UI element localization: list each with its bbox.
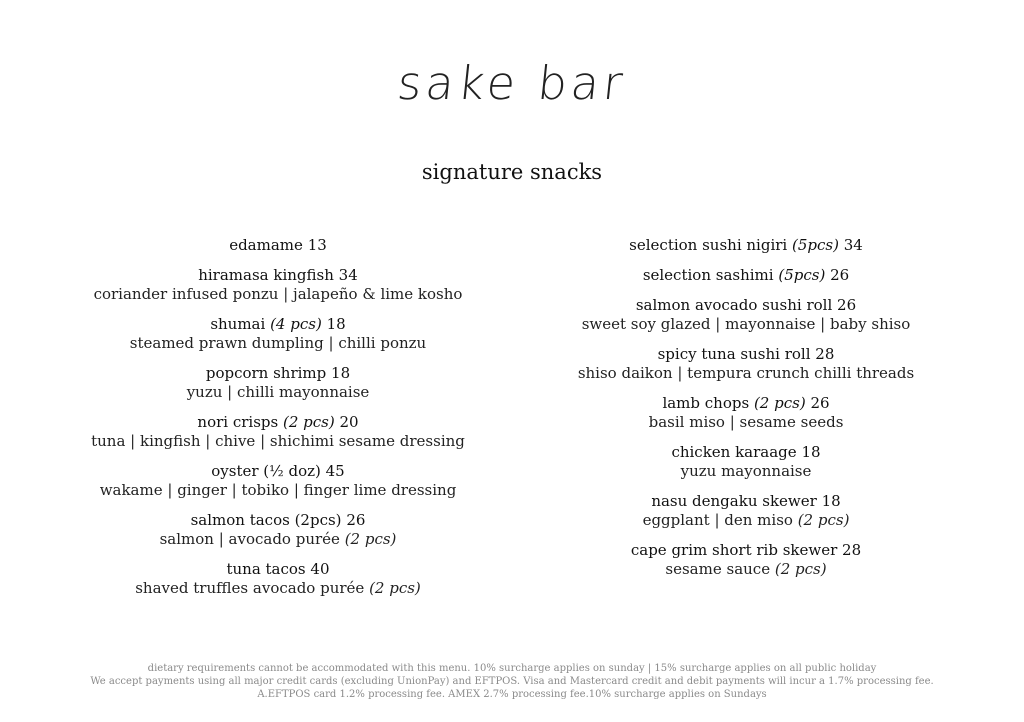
- menu-item-portion: (5pcs): [778, 266, 826, 284]
- menu-item-name-line: [43, 413, 513, 432]
- menu-item-description-line: [43, 432, 513, 451]
- menu-item-description: eggplant | den miso: [642, 511, 793, 529]
- footer-line-2: We accept payments using all major credit cards (excluding UnionPay) and EFTPOS. Visa and Mastercard credit and debit payments will incur a 1.7% processing fee.: [90, 676, 934, 687]
- menu-item: [511, 394, 981, 432]
- menu-item-name-line: [43, 364, 513, 383]
- menu-item-name: chicken karaage: [671, 443, 797, 461]
- menu-item-name-line: [511, 541, 981, 560]
- menu-item: [511, 541, 981, 579]
- menu-item-description: shaved truffles avocado purée: [135, 579, 365, 597]
- menu-item-price: 18: [821, 492, 841, 510]
- menu-item-name-line: [511, 443, 981, 462]
- menu-item-description-line: [43, 334, 513, 353]
- menu-item-name: hiramasa kingfish: [198, 266, 334, 284]
- menu-item-portion: (2 pcs): [774, 560, 827, 578]
- menu-item-description-line: [43, 481, 513, 500]
- menu-item-description-line: [43, 383, 513, 402]
- menu-item: [43, 236, 513, 255]
- menu-item-name: salmon tacos (2pcs): [190, 511, 342, 529]
- left-menu-column: [43, 236, 513, 609]
- menu-item-name-line: [43, 236, 513, 255]
- menu-item-description: coriander infused ponzu | jalapeño & lime kosho: [93, 285, 463, 303]
- menu-item-name: lamb chops: [662, 394, 750, 412]
- menu-item-price: 18: [331, 364, 351, 382]
- menu-item-description-line: [511, 315, 981, 334]
- menu-item: [511, 266, 981, 285]
- menu-item-name: spicy tuna sushi roll: [657, 345, 811, 363]
- menu-item-name: edamame: [229, 236, 303, 254]
- menu-item: [43, 511, 513, 549]
- menu-item-name-line: [511, 296, 981, 315]
- menu-item: [511, 345, 981, 383]
- menu-item-name-line: [43, 511, 513, 530]
- menu-item-name: selection sashimi: [642, 266, 774, 284]
- menu-item: [43, 560, 513, 598]
- menu-item: [43, 266, 513, 304]
- menu-item-description: yuzu | chilli mayonnaise: [186, 383, 370, 401]
- menu-item-name-line: [511, 266, 981, 285]
- menu-item-name-line: [511, 345, 981, 364]
- menu-item-description-line: [43, 579, 513, 598]
- menu-item-description: sesame sauce: [665, 560, 771, 578]
- menu-item-description: basil miso | sesame seeds: [648, 413, 844, 431]
- menu-item-name-line: [511, 492, 981, 511]
- menu-item: [511, 492, 981, 530]
- menu-item-name: salmon avocado sushi roll: [635, 296, 833, 314]
- menu-item-description-line: [511, 511, 981, 530]
- menu-item-description-line: [43, 530, 513, 549]
- footer-line-3: A.EFTPOS card 1.2% processing fee. AMEX 2.7% processing fee.10% surcharge applies on Sundays: [257, 689, 767, 700]
- menu-item-name-line: [43, 266, 513, 285]
- menu-item-name: cape grim short rib skewer: [630, 541, 838, 559]
- menu-item-price: 18: [326, 315, 346, 333]
- logo: sake bar: [394, 56, 630, 110]
- menu-item-description-line: [511, 462, 981, 481]
- menu-item: [43, 462, 513, 500]
- menu-item-portion: (2 pcs): [282, 413, 335, 431]
- menu-item-name-line: [43, 462, 513, 481]
- menu-item-description: salmon | avocado purée: [159, 530, 340, 548]
- menu-item-description: yuzu mayonnaise: [680, 462, 812, 480]
- menu-item: [511, 296, 981, 334]
- menu-item-name-line: [511, 236, 981, 255]
- menu-item-name: nori crisps: [197, 413, 279, 431]
- right-menu-column: [511, 236, 981, 590]
- menu-item: [43, 413, 513, 451]
- menu-item: [43, 364, 513, 402]
- menu-item-description: sweet soy glazed | mayonnaise | baby shiso: [581, 315, 911, 333]
- menu-item-price: 40: [310, 560, 330, 578]
- menu-item-name-line: [43, 315, 513, 334]
- menu-item-description-line: [511, 364, 981, 383]
- menu-item: [43, 315, 513, 353]
- menu-item-description-line: [43, 285, 513, 304]
- menu-item-portion: (5pcs): [792, 236, 839, 254]
- menu-item-price: 28: [815, 345, 835, 363]
- menu-item-description-line: [511, 560, 981, 579]
- menu-item: [511, 236, 981, 255]
- menu-item-portion: (2 pcs): [797, 511, 850, 529]
- menu-item-portion: (2 pcs): [344, 530, 397, 548]
- menu-item-name-line: [43, 560, 513, 579]
- menu-item-price: 45: [325, 462, 345, 480]
- menu-item-price: 34: [843, 236, 863, 254]
- menu-item-name: selection sushi nigiri: [629, 236, 788, 254]
- menu-item-name: nasu dengaku skewer: [651, 492, 817, 510]
- menu-item-portion: (4 pcs): [270, 315, 322, 333]
- footer-line-1: dietary requirements cannot be accommodated with this menu. 10% surcharge applies on sunday | 15% surcharge applies on all public holiday: [147, 663, 877, 674]
- menu-item-price: 26: [837, 296, 857, 314]
- menu-item-price: 34: [338, 266, 358, 284]
- menu-item-name: oyster (½ doz): [211, 462, 321, 480]
- menu-item-price: 26: [810, 394, 830, 412]
- menu-item-description-line: [511, 413, 981, 432]
- menu-item-description: steamed prawn dumpling | chilli ponzu: [129, 334, 427, 352]
- menu-item-name: popcorn shrimp: [205, 364, 327, 382]
- menu-item-name: tuna tacos: [226, 560, 306, 578]
- menu-item-price: 26: [346, 511, 366, 529]
- section-title: signature snacks: [421, 160, 603, 184]
- menu-item-price: 20: [339, 413, 359, 431]
- menu-item-price: 28: [842, 541, 862, 559]
- menu-item-price: 13: [307, 236, 327, 254]
- menu-item-description: shiso daikon | tempura crunch chilli threads: [577, 364, 915, 382]
- menu-item-price: 18: [801, 443, 821, 461]
- menu-item-portion: (2 pcs): [369, 579, 421, 597]
- menu-item-description: tuna | kingfish | chive | shichimi sesame dressing: [91, 432, 465, 450]
- footer-notes: [0, 662, 1024, 701]
- menu-item-description: wakame | ginger | tobiko | finger lime dressing: [99, 481, 457, 499]
- menu-item-portion: (2 pcs): [753, 394, 806, 412]
- menu-item-price: 26: [830, 266, 850, 284]
- menu-item-name-line: [511, 394, 981, 413]
- menu-item: [511, 443, 981, 481]
- menu-item-name: shumai: [210, 315, 266, 333]
